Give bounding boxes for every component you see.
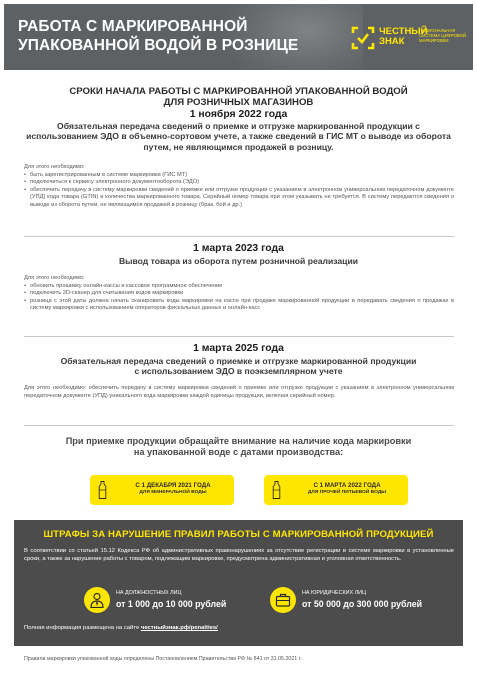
badge-product: ДЛЯ ПРОЧЕЙ ПИТЬЕВОЙ ВОДЫ: [307, 489, 387, 495]
stage3-subtitle: [4, 356, 473, 377]
fines-info-line: [24, 625, 218, 631]
stage2-needed-label: Для этого необходимо:: [24, 275, 85, 281]
divider: [24, 425, 454, 426]
header-banner: [4, 4, 473, 70]
logo-subtitle-line3: МАРКИРОВКИ: [419, 38, 449, 44]
list-item: • обеспечить передачу в систему маркировки сведений о приемке или отгрузке продукции с указанием в электронном универсальном передаточном документе (УПД) кода товара (GTIN) и количества маркированного товара. Серийный номер товара при этом указывать не требуется. В систему передаются сведения о выводе из оборота путем, не являющимся продажей в розницу (брак, бой и др.): [24, 187, 454, 210]
stage2-requirements: [24, 275, 454, 313]
stage3-subtitle-line2: с использованием ЭДО в поэкземплярном учете: [134, 366, 343, 377]
stage1-date: 1 ноября 2022 года: [189, 109, 288, 120]
stage2-subtitle: Вывод товара из оборота путем розничной реализации: [118, 256, 359, 266]
list-item: • розница с этой даты должна начать сканировать коды маркировки на кассе при продаже маркированной продукции и передавать сведения о продажах в систему маркировки с использованием операторов фискальных данных и онлайн-касс: [24, 298, 454, 313]
official-person-icon: [89, 592, 105, 608]
timeline-title-line1: СРОКИ НАЧАЛА РАБОТЫ С МАРКИРОВАННОЙ УПАКОВАННОЙ ВОДОЙ: [69, 86, 408, 97]
drinking-water-badge: [264, 475, 408, 505]
fine-officials: [84, 587, 254, 615]
fine-legal-entities: [270, 587, 450, 615]
footer-note: Правила маркировки упакованной воды определены Постановлением Правительства РФ № 841 от 31.05.2021 г.: [24, 656, 302, 662]
stage3-date: 1 марта 2025 года: [193, 343, 284, 354]
stage2-date: 1 марта 2023 года: [193, 243, 284, 254]
fines-description: В соответствии со статьей 15.12 Кодекса РФ об административных правонарушениях за отсутствие регистрации в системе маркировки в установленные сроки, а также за нарушение работы с товаром, подлежащим маркировке, предусмотрена административная и уголовная ответственность.: [24, 548, 454, 562]
list-item: • подключить 2D-сканер для считывания кодов маркировки: [24, 290, 454, 298]
bottle-icon: [98, 481, 107, 499]
badge-product: ДЛЯ МИНЕРАЛЬНОЙ ВОДЫ: [139, 489, 207, 495]
badge-date: С 1 ДЕКАБРЯ 2021 ГОДА: [135, 482, 211, 489]
stage1-requirements: [24, 164, 454, 209]
logo-name-line2: ЗНАК: [379, 36, 405, 47]
stage1-subtitle-line3: путем, не являющимся продажей в розницу.: [143, 141, 334, 152]
page-title: [18, 17, 298, 55]
badge-text: [288, 482, 406, 496]
penalties-link[interactable]: честныйзнак.рф/penalties/: [140, 625, 218, 631]
fine-legal-badge: [270, 587, 296, 613]
timeline-title: [4, 86, 473, 108]
attention-note: [4, 436, 473, 458]
attention-line2: на упакованной воде с датами производства:: [133, 447, 344, 458]
fine-legal-amount: от 50 000 до 300 000 рублей: [302, 599, 423, 609]
fines-title: ШТРАФЫ ЗА НАРУШЕНИЕ ПРАВИЛ РАБОТЫ С МАРКИРОВАННОЙ ПРОДУКЦИЕЙ: [43, 529, 434, 540]
logo-name-line1: ЧЕСТНЫЙ: [379, 26, 428, 37]
logo-mark-icon: [351, 26, 375, 50]
stage1-subtitle-line1: Обязательная передача сведений о приемке и отгрузке маркированной продукции с: [57, 121, 420, 131]
badge-date: С 1 МАРТА 2022 ГОДА: [313, 482, 381, 489]
badge-text: [114, 482, 232, 496]
list-item: • подключиться к сервису электронного документооборота (ЭДО): [24, 179, 454, 187]
chestny-znak-logo[interactable]: [351, 25, 467, 51]
page: [4, 4, 473, 672]
stage1-subtitle: [4, 121, 473, 152]
stage1-needed-label: Для этого необходимо:: [24, 164, 85, 170]
fines-info-text: Полная информация размещена на сайте: [24, 625, 140, 631]
list-item: • быть зарегистрированным в системе маркировки (ГИС МТ): [24, 172, 454, 180]
stage1-list: [24, 172, 454, 210]
list-item: • обновить прошивку онлайн-кассы и кассовое программное обеспечение: [24, 283, 454, 291]
stage3-requirements: Для этого необходимо: обеспечить передачу в систему маркировки сведений о приемке или отгрузке продукции с указанием в электронном универсальном передаточном документе (УПД) уникального кода маркировки каждой единицы продукции, включая серийный номер.: [24, 385, 454, 399]
stage1-subtitle-line2: использованием ЭДО в объемно-сортовом учете, а также сведений в ГИС МТ о выводе из оборота: [26, 131, 451, 142]
fine-officials-amount: от 1 000 до 10 000 рублей: [116, 599, 227, 609]
logo-subtitle: [419, 28, 467, 44]
page-title-line1: РАБОТА С МАРКИРОВАННОЙ: [18, 18, 248, 35]
logo-subtitle-line1: НАЦИОНАЛЬНАЯ: [419, 28, 456, 33]
stage3-subtitle-line1: Обязательная передача сведений о приемке и отгрузке маркированной продукции: [60, 356, 417, 366]
divider: [24, 336, 454, 337]
fines-panel: [14, 520, 463, 646]
fine-legal-label: НА ЮРИДИЧЕСКИХ ЛИЦ: [302, 590, 367, 596]
fine-officials-label: НА ДОЛЖНОСТНЫХ ЛИЦ: [116, 590, 182, 596]
fine-officials-badge: [84, 587, 110, 613]
divider: [24, 236, 454, 237]
timeline-title-line2: ДЛЯ РОЗНИЧНЫХ МАГАЗИНОВ: [163, 97, 314, 108]
page-title-line2: УПАКОВАННОЙ ВОДОЙ В РОЗНИЦЕ: [18, 37, 299, 54]
briefcase-icon: [275, 592, 291, 608]
mineral-water-badge: [90, 475, 234, 505]
bottle-icon: [272, 481, 281, 499]
attention-line1: При приемке продукции обращайте внимание на наличие кода маркировки: [65, 436, 412, 446]
stage2-list: [24, 283, 454, 313]
logo-subtitle-line2: СИСТЕМА ЦИФРОВОЙ: [419, 33, 467, 39]
